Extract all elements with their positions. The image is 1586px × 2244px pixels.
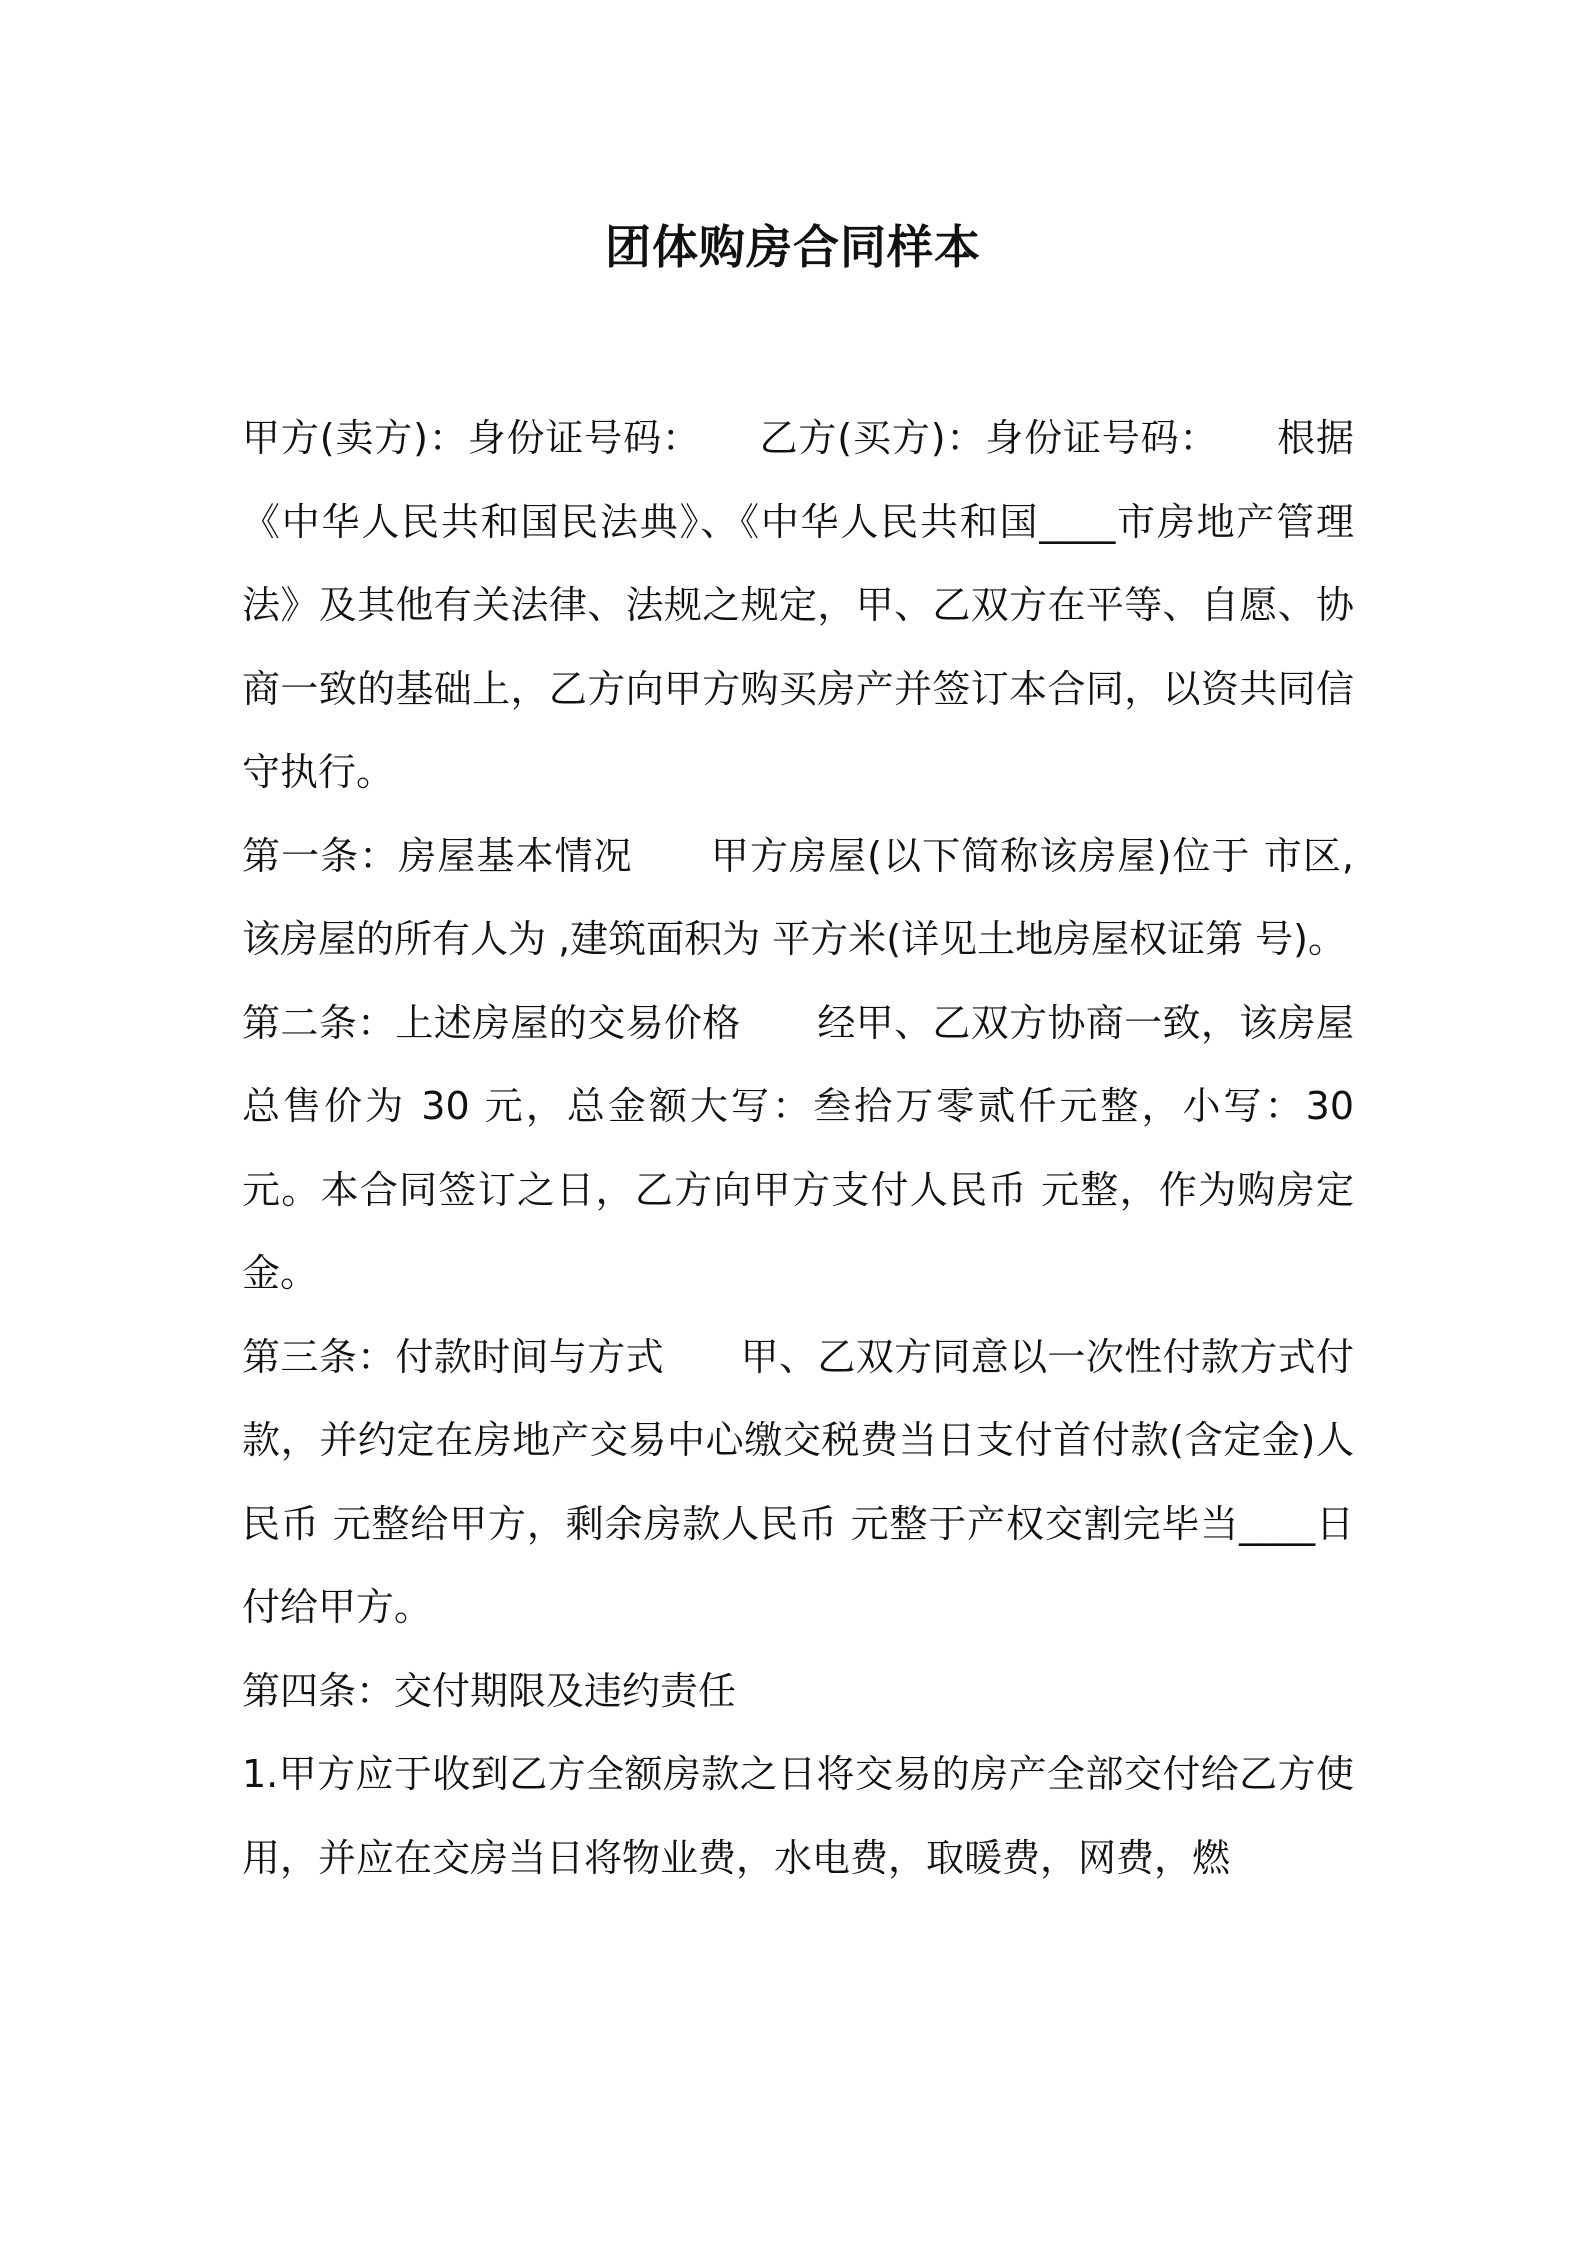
document-title: 团体购房合同样本: [605, 220, 981, 274]
paragraph-article-4-item-1: 1.甲方应于收到乙方全额房款之日将交易的房产全部交付给乙方使用，并应在交房当日将物业费，水电费，取暖费，网费，燃: [242, 1752, 1354, 1880]
contract-body: [242, 397, 1354, 1900]
paragraph-article-1: 第一条：房屋基本情况 甲方房屋(以下简称该房屋)位于 市区,该房屋的所有人为 ,建筑面积为 平方米(详见土地房屋权证第 号)。: [242, 833, 1354, 961]
paragraph-article-3: 第三条：付款时间与方式 甲、乙双方同意以一次性付款方式付款，并约定在房地产交易中心缴交税费当日支付首付款(含定金)人民币 元整给甲方，剩余房款人民币 元整于产权交割完毕当____日付给甲方。: [242, 1334, 1354, 1629]
paragraph-article-4-heading: 第四条：交付期限及违约责任: [242, 1668, 737, 1713]
paragraph-parties-preamble: 甲方(卖方)：身份证号码： 乙方(买方)：身份证号码： 根据《中华人民共和国民法典》、《中华人民共和国____市房地产管理法》及其他有关法律、法规之规定，甲、乙双方在平等、自愿、协商一致的基础上，乙方向甲方购买房产并签订本合同，以资共同信守执行。: [242, 416, 1354, 794]
paragraph-article-2: 第二条：上述房屋的交易价格 经甲、乙双方协商一致，该房屋总售价为 30 元，总金额大写：叁拾万零贰仟元整，小写：30 元。本合同签订之日，乙方向甲方支付人民币 元整，作为购房定金。: [242, 1000, 1354, 1295]
